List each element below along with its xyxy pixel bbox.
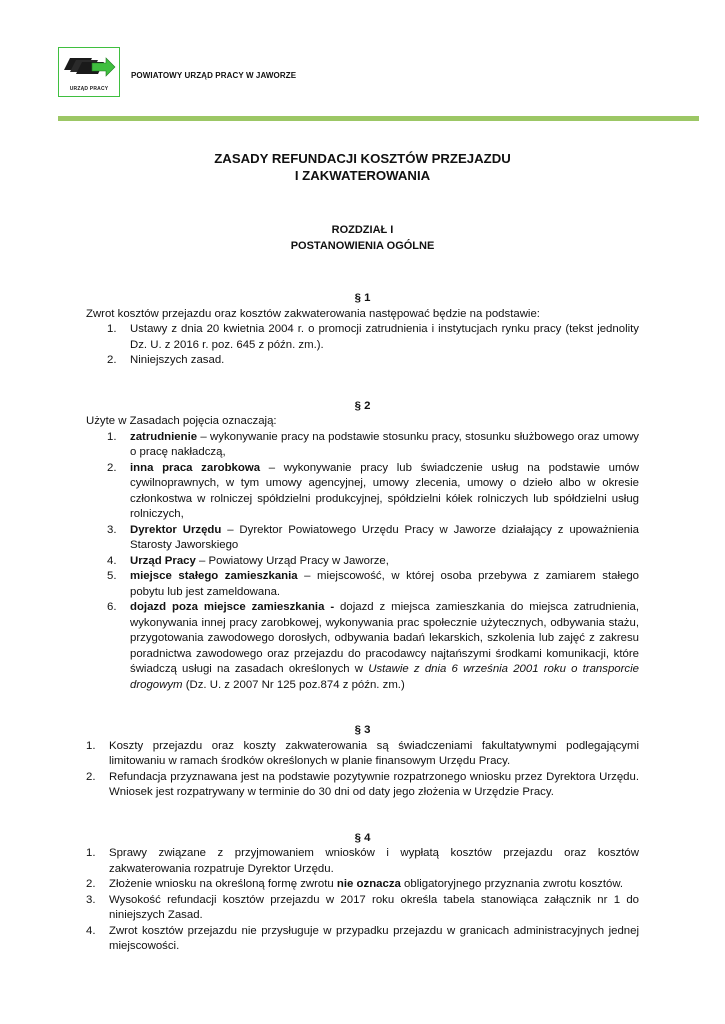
section-4-list <box>86 846 639 955</box>
item-text: Koszty przejazdu oraz koszty zakwaterowania są świadczeniami fakultatywnymi podlegającymi limitowaniu w ramach środków określonych w planie finansowym Urzędu Pracy. <box>109 739 639 767</box>
item-law-reference: Ustawie z dnia 6 września 2001 roku o transporcie drogowym <box>130 663 639 691</box>
item-text: Niniejszych zasad. <box>130 354 225 366</box>
item-number: 2. <box>86 878 96 890</box>
item-text: obligatoryjnego przyznania zwrotu kosztów. <box>400 878 624 890</box>
item-term: zatrudnienie <box>130 430 198 443</box>
item-text: Sprawy związane z przyjmowaniem wniosków i wypłatą kosztów przejazdu oraz kosztów zakwaterowania rozpatruje Dyrektor Urzędu. <box>109 847 639 875</box>
list-item <box>86 924 639 955</box>
item-term: inna praca zarobkowa <box>130 461 261 474</box>
item-number: 4. <box>107 554 117 567</box>
section-1-list <box>86 322 639 369</box>
office-logo-arrows-icon <box>62 52 116 82</box>
list-item <box>86 893 639 924</box>
item-number: 3. <box>86 893 96 906</box>
item-text: – miejscowość, w której osoba przebywa z zamiarem stałego pobytu lub jest zameldowana. <box>130 570 639 598</box>
item-text: dojazd z miejsca zamieszkania do miejsca zatrudnienia, wykonywania innej pracy zarobkowej, wykonywania prac społecznie użytecznych, odbywania stażu, przygotowania zawodowego dorosłych, odbywania badań lekarskich, szkolenia lub zajęć z zakresu poradnictwa zawodowego oraz przejazdu do pracodawcy najtańszymi środkami komunikacji, które świadczą usługi na zasadach określonych w <box>130 601 639 675</box>
item-text: Ustawy z dnia 20 kwietnia 2004 r. o promocji zatrudnienia i instytucjach rynku pracy (tekst jednolity Dz. U. z 2016 r. poz. 645 z późn. zm.). <box>130 323 639 351</box>
item-text-pre: Złożenie wniosku na określoną formę zwrotu <box>109 878 337 890</box>
item-emphasis: nie oznacza <box>336 878 401 890</box>
section-2-intro: Użyte w Zasadach pojęcia oznaczają: <box>86 415 277 427</box>
title-line-2: I ZAKWATEROWANIA <box>294 168 431 183</box>
section-4-heading: § 4 <box>354 831 371 844</box>
item-number: 1. <box>86 847 96 859</box>
item-term: Dyrektor Urzędu <box>130 523 222 536</box>
section-3-heading: § 3 <box>354 724 371 736</box>
item-number: 4. <box>86 924 96 937</box>
header-rule <box>58 116 699 121</box>
title-line-1: ZASADY REFUNDACJI KOSZTÓW PRZEJAZDU <box>214 151 511 166</box>
chapter-title: POSTANOWIENIA OGÓLNE <box>290 239 435 252</box>
item-term: dojazd poza miejsce zamieszkania - <box>130 601 335 613</box>
section-2-list <box>86 430 639 694</box>
list-item <box>86 877 639 893</box>
list-item <box>86 523 639 554</box>
list-item <box>86 846 639 877</box>
section-1-intro: Zwrot kosztów przejazdu oraz kosztów zakwaterowania następować będzie na podstawie: <box>86 307 540 320</box>
office-logo <box>58 47 120 97</box>
chapter-heading <box>86 223 639 254</box>
item-number: 1. <box>86 739 96 752</box>
list-item <box>86 739 639 770</box>
item-number: 3. <box>107 523 117 536</box>
item-number: 2. <box>86 770 96 783</box>
section-2-heading: § 2 <box>354 399 371 412</box>
list-item <box>86 600 639 693</box>
item-text: Wysokość refundacji kosztów przejazdu w 2017 roku określa tabela stanowiąca załącznik nr 1 do niniejszych Zasad. <box>109 893 639 921</box>
list-item <box>86 554 639 570</box>
item-number: 1. <box>107 430 117 443</box>
list-item <box>86 353 639 369</box>
chapter-number: ROZDZIAŁ I <box>331 224 394 236</box>
list-item <box>86 322 639 353</box>
item-number: 1. <box>107 323 117 335</box>
item-text: Zwrot kosztów przejazdu nie przysługuje w przypadku przejazdu w granicach administracyjnych jednej miejscowości. <box>109 924 639 952</box>
document-body <box>86 150 639 955</box>
item-number: 2. <box>107 461 117 474</box>
section-3-list <box>86 739 639 801</box>
logo-text: URZĄD PRACY <box>69 86 109 92</box>
item-text: – wykonywanie pracy lub świadczenie usług na podstawie umów cywilnoprawnych, w tym umowy agencyjnej, umowy zlecenia, umowy o dzieło albo w okresie członkostwa w rolniczej spółdzielni produkcyjnej, spółdzielni kółek rolniczych lub spółdzielni usług rolniczych, <box>130 461 639 520</box>
item-number: 6. <box>107 601 117 613</box>
item-text: – Powiatowy Urząd Pracy w Jaworze, <box>195 554 389 567</box>
item-text: – wykonywanie pracy na podstawie stosunku pracy, stosunku służbowego oraz umowy o pracę nakładczą, <box>130 430 639 458</box>
section-1-heading: § 1 <box>354 292 371 304</box>
item-term: Urząd Pracy <box>130 554 196 567</box>
office-name: POWIATOWY URZĄD PRACY W JAWORZE <box>131 71 297 80</box>
list-item <box>86 430 639 461</box>
item-term: miejsce stałego zamieszkania <box>130 570 298 582</box>
list-item <box>86 461 639 523</box>
item-number: 2. <box>107 354 117 366</box>
page-header <box>58 47 698 127</box>
list-item <box>86 569 639 600</box>
document-title <box>86 150 639 184</box>
item-text: Refundacja przyznawana jest na podstawie pozytywnie rozpatrzonego wniosku przez Dyrektora Urzędu. Wniosek jest rozpatrywany w terminie do 30 dni od daty jego złożenia w Urzędzie Pracy. <box>109 770 639 798</box>
item-text-tail: (Dz. U. z 2007 Nr 125 poz.874 z późn. zm.) <box>182 678 405 691</box>
item-text: – Dyrektor Powiatowego Urzędu Pracy w Jaworze działający z upoważnienia Starosty Jaworskiego <box>130 523 639 551</box>
item-number: 5. <box>107 570 117 582</box>
list-item <box>86 770 639 801</box>
